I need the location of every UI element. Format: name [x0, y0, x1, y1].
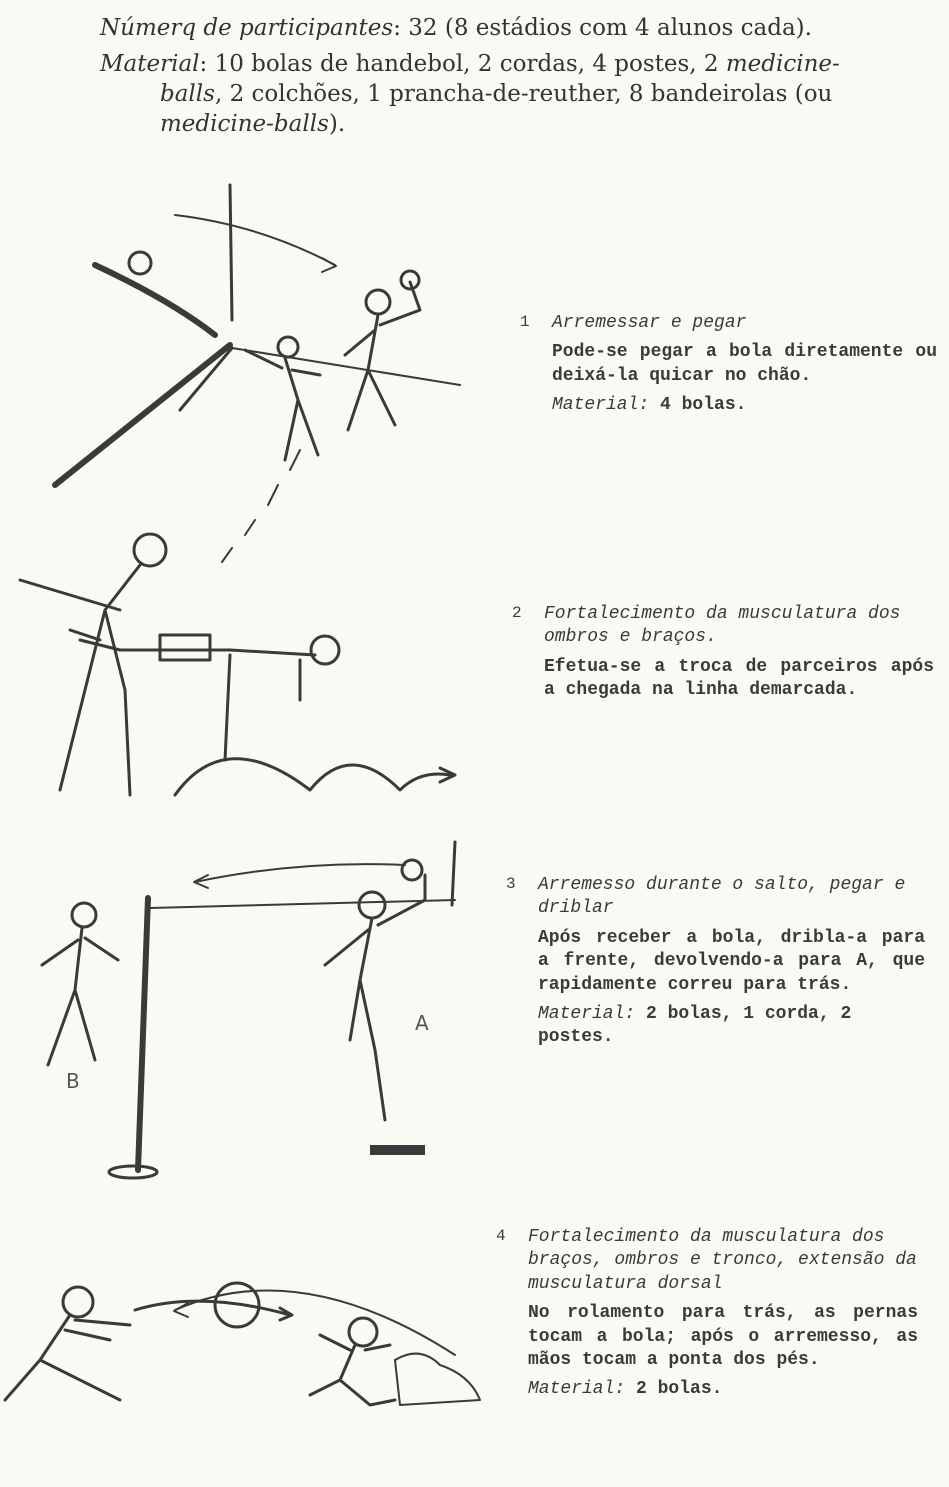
player-figure	[245, 350, 320, 460]
head-icon	[134, 534, 166, 566]
page-header	[100, 14, 940, 146]
player-b-figure	[42, 928, 118, 1065]
pole-base	[109, 1166, 157, 1178]
station-material	[552, 394, 937, 417]
pole-line	[230, 185, 232, 320]
head-icon	[72, 903, 96, 927]
station-2-illustration	[20, 534, 455, 795]
throw-arrow	[95, 265, 215, 335]
pole-right	[452, 842, 455, 905]
participants-label: Númerq de participantes	[100, 15, 394, 41]
station-number: 2	[512, 604, 522, 622]
station-4-illustration	[5, 1283, 480, 1405]
station-material	[528, 1378, 918, 1401]
head-icon	[278, 337, 298, 357]
arc-arrow	[175, 215, 335, 265]
material-label: Material:	[538, 1003, 636, 1024]
floor-line	[55, 345, 230, 485]
label-a: A	[415, 1011, 429, 1035]
material-value: 2 bolas, 1 corda, 2 postes.	[538, 1003, 852, 1048]
head-icon	[349, 1318, 377, 1346]
pole-left	[138, 898, 148, 1170]
station-3-illustration	[42, 842, 455, 1178]
material-value-2-em: balls	[160, 80, 215, 107]
station-title: Fortalecimento da musculatura dos braços, ombros e tronco, extensão da musculatura dorsal	[528, 1227, 917, 1294]
station-1-illustration	[55, 185, 460, 562]
bounce-arrow	[175, 759, 450, 795]
head-icon	[311, 636, 339, 664]
station-3	[506, 874, 925, 1050]
participants-line	[100, 14, 940, 44]
head-icon	[63, 1287, 93, 1317]
material-value-3-em: medicine-balls	[160, 110, 329, 137]
material-value-2: , 2 colchões, 1 prancha-de-reuther, 8 bandeirolas (ou	[214, 80, 833, 107]
player-a-figure	[325, 875, 425, 1120]
station-number: 4	[496, 1227, 506, 1245]
dashed-arrow	[222, 450, 300, 562]
ball-icon	[129, 252, 151, 274]
material-value: 4 bolas.	[660, 395, 747, 416]
material-line	[100, 50, 940, 140]
ball-icon	[402, 860, 422, 880]
station-1	[520, 312, 937, 418]
station-number: 1	[520, 313, 530, 331]
station-description: No rolamento para trás, as pernas tocam a bola; após o arremesso, as mãos tocam a ponta dos pés.	[528, 1303, 918, 1370]
label-b: B	[66, 1069, 80, 1093]
material-continuation-2	[100, 111, 345, 137]
station-description: Após receber a bola, dribla-a para a frente, devolvendo-a para A, que rapidamente correu para trás.	[538, 927, 925, 995]
throw-arrow	[195, 864, 405, 882]
material-value-1: : 10 bolas de handebol, 2 cordas, 4 postes, 2	[199, 50, 726, 77]
material-label: Material	[100, 50, 200, 77]
player-figure	[5, 1315, 130, 1400]
station-4	[496, 1226, 918, 1402]
throw-arrow	[135, 1301, 290, 1315]
material-value: 2 bolas.	[636, 1379, 723, 1400]
material-label: Material:	[528, 1379, 626, 1400]
participants-value: : 32 (8 estádios com 4 alunos cada).	[393, 15, 812, 41]
mat-shadow	[370, 1145, 425, 1155]
station-description: Pode-se pegar a bola diretamente ou deixá-la quicar no chão.	[552, 342, 937, 386]
player-figure	[20, 565, 140, 795]
station-material	[538, 1003, 925, 1050]
exercise-illustrations	[0, 170, 500, 1480]
station-title: Fortalecimento da musculatura dos ombros e braços.	[544, 604, 901, 648]
player-figure	[310, 1335, 395, 1405]
head-icon	[366, 290, 390, 314]
material-value-1-em: medicine-	[725, 50, 840, 77]
material-value-3: ).	[328, 110, 346, 137]
station-title: Arremessar e pegar	[552, 313, 747, 333]
station-title: Arremesso durante o salto, pegar e driblar	[538, 875, 906, 919]
material-label: Material:	[552, 395, 650, 416]
player-figure	[345, 282, 420, 430]
head-icon	[359, 892, 385, 918]
station-number: 3	[506, 875, 516, 893]
station-2	[512, 603, 934, 709]
station-description: Efetua-se a troca de parceiros após a chegada na linha demarcada.	[544, 656, 934, 701]
material-continuation	[100, 81, 832, 107]
mattress-shape	[395, 1354, 480, 1405]
